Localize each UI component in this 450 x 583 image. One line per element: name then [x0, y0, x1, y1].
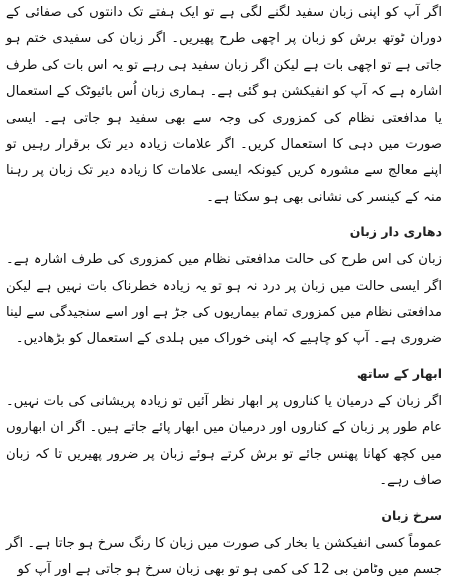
article-paragraph: اگر زبان کے درمیان یا کناروں پر ابھار نظر آئیں تو زیادہ پریشانی کی بات نہیں۔ عام طور پر زبان کے کناروں اور درمیان میں ابھار پائے جاتے ہیں۔ اگر ان ابھاروں میں کچھ کھانا پھنس جائے تو برش کرتے ہوئے زبان پر ضرور پھیریں تا کہ زبان صاف رہے۔ [6, 389, 442, 495]
section-heading: ابھار کے ساتھ [6, 363, 442, 385]
article-paragraph: زبان کی اس طرح کی حالت مدافعتی نظام میں کمزوری کی طرف اشارہ ہے۔ اگر ایسی حالت میں زبان پر درد نہ ہو تو یہ زیادہ خطرناک بات نہیں ہے لیکن مدافعتی نظام میں کمزوری تمام بیماریوں کی جڑ ہے اور اسے سنجیدگی سے لینا ضروری ہے۔ آپ کو چاہیے کہ اپنی خوراک میں ہلدی کے استعمال کو بڑھادیں۔ [6, 247, 442, 353]
section-heading: دھاری دار زبان [6, 221, 442, 243]
article-paragraph: اگر آپ کو اپنی زبان سفید لگنے لگی ہے تو ایک ہفتے تک دانتوں کی صفائی کے دوران ٹوتھ برش کو زبان پر اچھی طرح پھیریں۔ اگر زبان کی سفیدی ختم ہو جاتی ہے تو اچھی بات ہے لیکن اگر زبان سفید ہی رہے تو یہ اس بات کی طرف اشارہ ہے کہ آپ کو انفیکشن ہو گئی ہے۔ ہماری زبان اُس بائیوٹک کے استعمال یا مدافعتی نظام کی کمزوری کی وجہ سے بھی سفید ہو جاتی ہے۔ ایسی صورت میں دہی کا استعمال کریں۔ اگر علامات زیادہ دیر تک برقرار رہیں تو اپنے معالج سے مشورہ کریں کیونکہ ایسی علامات کا زیادہ دیر تک زبان پر رہنا منہ کے کینسر کی نشانی بھی ہو سکتا ہے۔ [6, 0, 442, 211]
section-heading: سرخ زبان [6, 505, 442, 527]
article-paragraph: عموماً کسی انفیکشن یا بخار کی صورت میں زبان کا رنگ سرخ ہو جاتا ہے۔ اگر جسم میں وٹامن بی 12 کی کمی ہو تو بھی زبان سرخ ہو جاتی ہے اور آپ کو [6, 531, 442, 583]
